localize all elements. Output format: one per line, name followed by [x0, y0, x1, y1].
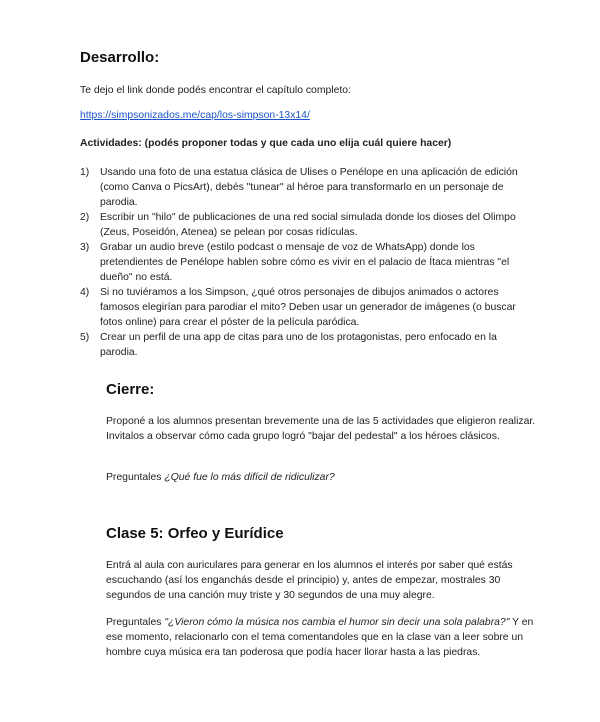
list-text: Escribir un "hilo" de publicaciones de una red social simulada donde los dioses del Olimpo (Zeus, Poseidón, Atenea) se pelean por cosas ridículas. [100, 212, 516, 238]
section-heading-cierre: Cierre: [106, 381, 155, 398]
cierre-paragraph: Proponé a los alumnos presentan brevemente una de las 5 actividades que eligieron realizar. Invitalos a observar cómo cada grupo logró "bajar del pedestal" a los héroes clásicos. [106, 416, 536, 442]
list-number: 4) [80, 287, 90, 298]
question-text: ¿Qué fue lo más difícil de ridiculizar? [164, 472, 335, 483]
activities-title: Actividades: (podés proponer todas y que cada uno elija cuál quiere hacer) [80, 138, 452, 149]
list-number: 1) [80, 167, 90, 178]
list-item [80, 210, 532, 240]
clase5-paragraph-2 [106, 615, 540, 660]
list-item [80, 165, 532, 210]
list-text: Grabar un audio breve (estilo podcast o mensaje de voz de WhatsApp) donde los pretendientes de Penélope hablen sobre cómo es vivir en el palacio de Ítaca mientras "el dueño" no está. [100, 242, 510, 283]
section-heading-desarrollo: Desarrollo: [80, 49, 160, 66]
cierre-question-paragraph [106, 470, 540, 485]
intro-text: Te dejo el link donde podés encontrar el capítulo completo: [80, 85, 351, 96]
link-paragraph [80, 108, 532, 123]
question-prefix: Preguntales [106, 472, 165, 483]
list-item [80, 240, 532, 285]
list-number: 3) [80, 242, 90, 253]
activities-list [80, 165, 532, 360]
para2-question: "¿Vieron cómo la música nos cambia el humor sin decir una sola palabra?" [164, 617, 510, 628]
list-item [80, 330, 532, 360]
list-number: 2) [80, 212, 90, 223]
list-text: Crear un perfil de una app de citas para uno de los protagonistas, pero enfocado en la parodia. [100, 332, 497, 358]
para2-prefix: Preguntales [106, 617, 165, 628]
list-number: 5) [80, 332, 90, 343]
list-item [80, 285, 532, 330]
section-heading-clase5: Clase 5: Orfeo y Eurídice [106, 525, 284, 542]
list-text: Si no tuviéramos a los Simpson, ¿qué otros personajes de dibujos animados o actores famosos elegirían para parodiar el mito? Deben usar un generador de imágenes (o buscar fotos online) para crear el póster de la película paródica. [100, 287, 516, 328]
para2-rest: Y en ese momento, relacionarlo con el tema comentandoles que en la clase van a leer sobre un hombre cuya música era tan poderosa que podía hacer llorar hasta a las piedras. [106, 617, 534, 658]
episode-link[interactable]: https://simpsonizados.me/cap/los-simpson-13x14/ [80, 110, 310, 121]
list-text: Usando una foto de una estatua clásica de Ulises o Penélope en una aplicación de edición (como Canva o PicsArt), debés "tunear" al héroe para transformarlo en un personaje de parodia. [100, 167, 518, 208]
clase5-paragraph-1: Entrá al aula con auriculares para generar en los alumnos el interés por saber qué estás escuchando (así los enganchás desde el principio) y, antes de empezar, mostrales 30 segundos de una canción muy triste y 30 segundos de una muy alegre. [106, 560, 513, 601]
